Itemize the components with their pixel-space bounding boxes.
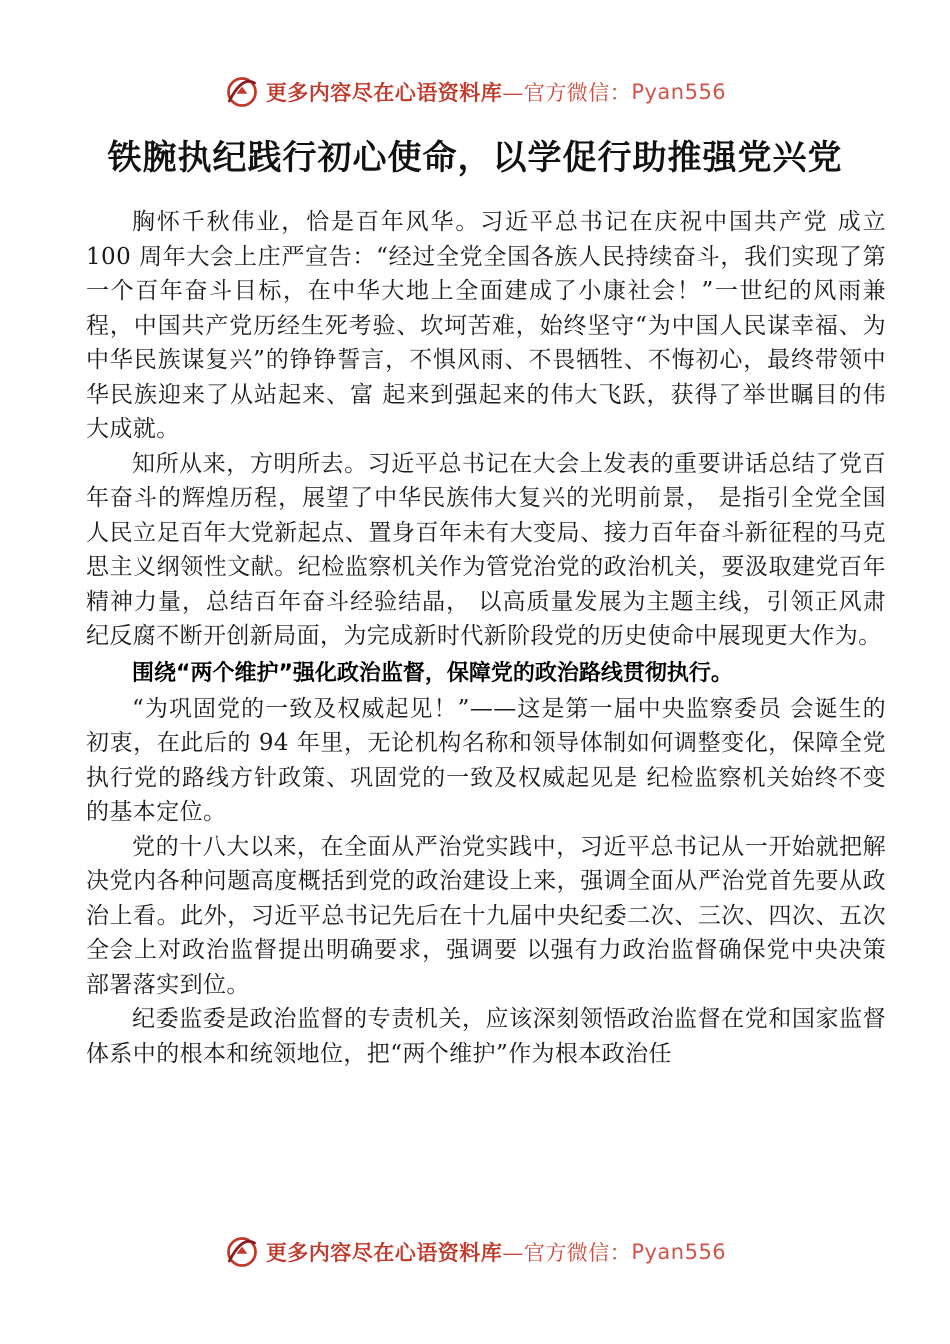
banner-separator: —官方微信： <box>502 1241 632 1265</box>
section-paragraph-3: 纪委监委是政治监督的专责机关，应该深刻领悟政治监督在党和国家监督体系中的根本和统领地位，把“两个维护”作为根本政治任 <box>86 1006 886 1067</box>
paragraph-1: 胸怀千秋伟业，恰是百年风华。习近平总书记在庆祝中国共产党 成立 100 周年大会上庄严宣告：“经过全党全国各族人民持续奋斗，我们实现了第一个百年奋斗目标，在中华大地上全面建成了小康社会！”一世纪的风雨兼程，中国共产党历经生死考验、坎坷苦难，始终坚守“为中国人民谋幸福、为中华民族谋复兴”的铮铮誓言，不惧风雨、不畏牺牲、不悔初心，最终带领中华民族迎来了从站起来、富 起来到强起来的伟大飞跃，获得了举世瞩目的伟大成就。 <box>86 209 886 442</box>
wechat-id: Pyan556 <box>631 1240 727 1264</box>
section-paragraph-1: “为巩固党的一致及权威起见！”——这是第一届中央监察委员 会诞生的初衷，在此后的 94 年里，无论机构名称和领导体制如何调整变化，保障全党执行党的路线方针政策、巩固党的一致及权威起见是 纪检监察机关始终不变的基本定位。 <box>86 695 886 825</box>
document-title: 铁腕执纪践行初心使命，以学促行助推强党兴党 <box>107 138 843 178</box>
logo-icon <box>224 74 260 110</box>
banner-text: 更多内容尽在心语资料库 <box>265 80 503 105</box>
header-banner <box>0 72 950 112</box>
footer-banner <box>0 1232 950 1272</box>
section-paragraph-2: 党的十八大以来，在全面从严治党实践中，习近平总书记从一开始就把解决党内各种问题高度概括到党的政治建设上来，强调全面从严治党首先要从政治上看。此外，习近平总书记先后在十九届中央纪委二次、三次、四次、五次全会上对政治监督提出明确要求，强调要 以强有力政治监督确保党中央决策部署落实到位。 <box>86 833 886 998</box>
wechat-id: Pyan556 <box>631 80 727 104</box>
section-heading: 围绕“两个维护”强化政治监督，保障党的政治路线贯彻执行。 <box>132 660 733 686</box>
document-body <box>86 205 886 1071</box>
logo-icon <box>224 1234 260 1270</box>
paragraph-2: 知所从来，方明所去。习近平总书记在大会上发表的重要讲话总结了党百年奋斗的辉煌历程，展望了中华民族伟大复兴的光明前景， 是指引全党全国人民立足百年大党新起点、置身百年未有大变局、接力百年奋斗新征程的马克思主义纲领性文献。纪检监察机关作为管党治党的政治机关，要汲取建党百年精神力量，总结百年奋斗经验结晶， 以高质量发展为主题主线，引领正风肃纪反腐不断开创新局面，为完成新时代新阶段党的历史使命中展现更大作为。 <box>86 450 886 649</box>
banner-text: 更多内容尽在心语资料库 <box>265 1240 503 1265</box>
banner-separator: —官方微信： <box>502 81 632 105</box>
